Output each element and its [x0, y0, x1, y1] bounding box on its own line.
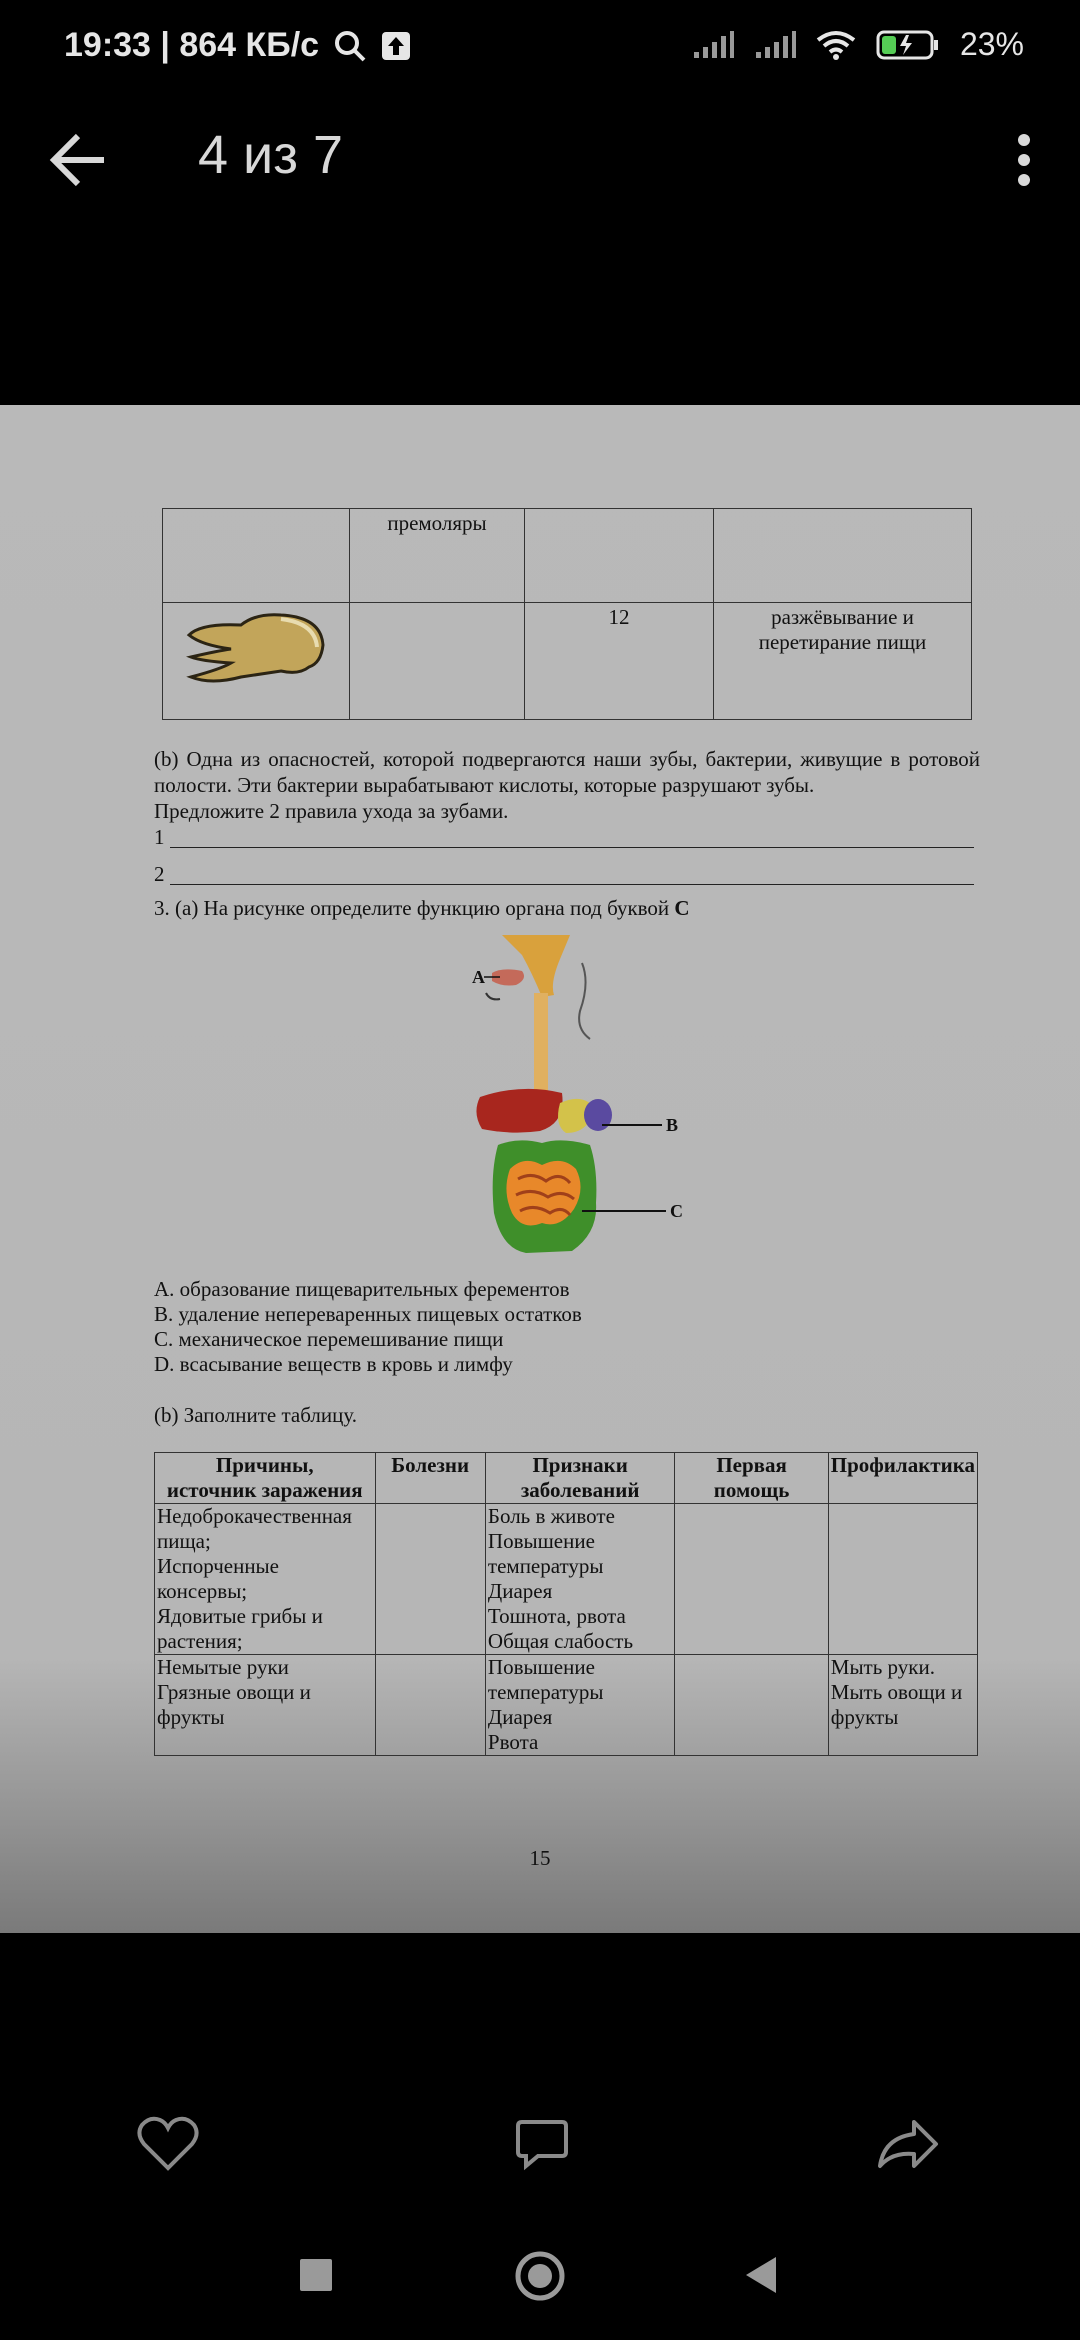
- question-3-text: 3. (а) На рисунке определите функцию органа под буквой С: [154, 896, 690, 920]
- more-vert-icon: [992, 124, 1056, 196]
- app-bar: [0, 96, 1080, 216]
- upload-icon: [381, 31, 411, 61]
- wifi-icon: [816, 30, 856, 60]
- signal-icon: [692, 30, 734, 60]
- table-cell: премоляры: [350, 509, 525, 603]
- back-button[interactable]: [44, 124, 116, 196]
- symptoms-cell: Повышение температуры Диарея Рвота: [485, 1655, 675, 1756]
- answer-line-1: [154, 824, 980, 850]
- back-arrow-icon: [44, 124, 116, 196]
- heart-icon[interactable]: [136, 2114, 200, 2174]
- molar-tooth-image: [181, 605, 331, 695]
- diseases-cell: [375, 1655, 485, 1756]
- table-cell: [163, 509, 350, 603]
- table-cell: 12: [525, 603, 714, 720]
- tooth-table: [162, 508, 972, 720]
- diagram-label-a: А: [472, 967, 485, 987]
- first-aid-cell: [675, 1655, 828, 1756]
- answer-number: 1: [154, 825, 165, 849]
- answer-number: 2: [154, 862, 165, 886]
- digestive-system-diagram: [462, 933, 702, 1273]
- share-icon[interactable]: [876, 2116, 940, 2172]
- table-header-row: [155, 1453, 978, 1504]
- option-d: D. всасывание веществ в кровь и лимфу: [154, 1352, 513, 1376]
- bottom-action-bar: [0, 2110, 1080, 2190]
- diseases-cell: [375, 1504, 485, 1655]
- battery-icon: [876, 29, 940, 61]
- table-row: [163, 509, 972, 603]
- part-b-question: Предложите 2 правила ухода за зубами.: [154, 799, 509, 823]
- status-time-speed: 19:33 | 864 КБ/с: [64, 26, 320, 64]
- table-row: [155, 1655, 978, 1756]
- symptoms-cell: Боль в животе Повышение температуры Диарея Тошнота, рвота Общая слабость: [485, 1504, 675, 1655]
- header-prevention: Профилактика: [828, 1453, 977, 1504]
- option-c: С. механическое перемешивание пищи: [154, 1327, 504, 1351]
- table-cell: [525, 509, 714, 603]
- status-right: [692, 26, 1024, 63]
- question-3-letter: С: [674, 896, 690, 920]
- header-first-aid: Первая помощь: [675, 1453, 828, 1504]
- causes-cell: Недоброкачественная пища; Испорченные консервы; Ядовитые грибы и растения;: [155, 1504, 376, 1655]
- table-cell: [714, 509, 972, 603]
- status-left: [64, 26, 411, 65]
- diagram-label-c: С: [670, 1201, 683, 1221]
- table-cell: [714, 603, 972, 720]
- document-page[interactable]: [0, 405, 1080, 1933]
- option-a: А. образование пищеварительных ферементов: [154, 1277, 570, 1301]
- question-3b-text: (b) Заполните таблицу.: [154, 1403, 357, 1427]
- part-b-text: (b) Одна из опасностей, которой подвергаются наши зубы, бактерии, живущие в ротовой полости. Эти бактерии вырабатывают кислоты, которые разрушают зубы.: [154, 747, 980, 797]
- table-cell: [350, 603, 525, 720]
- answer-options: [154, 1277, 582, 1377]
- function-line: перетирание пищи: [758, 630, 927, 654]
- table-cell: [163, 603, 350, 720]
- comment-icon[interactable]: [514, 2116, 570, 2172]
- diagram-label-b: В: [666, 1115, 679, 1135]
- recents-square-icon[interactable]: [298, 2257, 334, 2293]
- home-circle-icon[interactable]: [514, 2250, 566, 2302]
- signal-icon: [754, 30, 796, 60]
- search-icon: [333, 29, 367, 63]
- page-counter: 4 из 7: [198, 125, 343, 185]
- header-symptoms: Признаки заболеваний: [485, 1453, 675, 1504]
- answer-line-2: [154, 861, 980, 887]
- first-aid-cell: [675, 1504, 828, 1655]
- system-nav-bar: [0, 2230, 1080, 2320]
- header-diseases: Болезни: [375, 1453, 485, 1504]
- status-bar: [0, 0, 1080, 96]
- battery-percent: 23%: [959, 26, 1024, 62]
- prevention-cell: Мыть руки. Мыть овощи и фрукты: [828, 1655, 977, 1756]
- page-number: 15: [529, 1846, 551, 1870]
- table-row: [155, 1504, 978, 1655]
- more-options-button[interactable]: [992, 124, 1056, 196]
- option-b: В. удаление непереваренных пищевых остатков: [154, 1302, 582, 1326]
- prevention-cell: [828, 1504, 977, 1655]
- function-line: разжёвывание и: [771, 605, 914, 629]
- header-causes: Причины, источник заражения: [155, 1453, 376, 1504]
- table-row: [163, 603, 972, 720]
- diseases-table: [154, 1452, 978, 1756]
- back-triangle-icon[interactable]: [742, 2255, 780, 2295]
- causes-cell: Немытые руки Грязные овощи и фрукты: [155, 1655, 376, 1756]
